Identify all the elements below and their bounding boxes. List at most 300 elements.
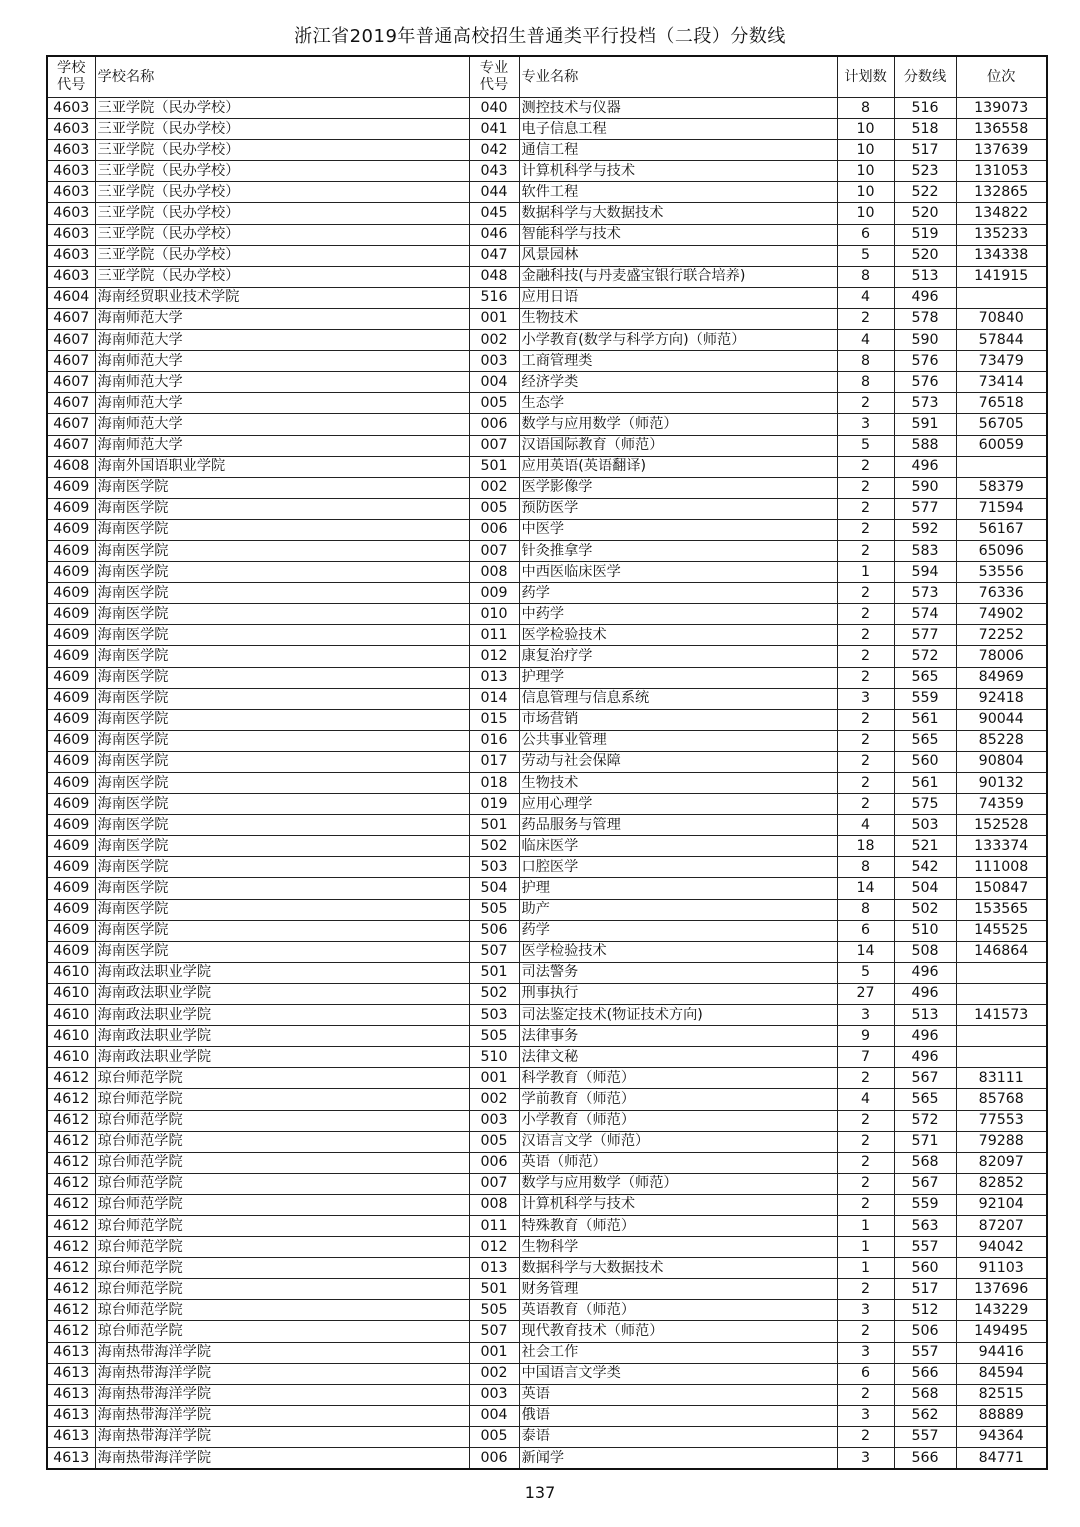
cell-score-line: 575: [894, 794, 956, 815]
cell-rank: 73414: [956, 372, 1047, 393]
cell-rank: 53556: [956, 562, 1047, 583]
cell-school-name: 海南医学院: [95, 941, 469, 962]
cell-major-code: 501: [469, 1279, 519, 1300]
cell-major-name: 汉语言文学（师范）: [519, 1131, 837, 1152]
cell-score-line: 572: [894, 646, 956, 667]
cell-major-name: 护理学: [519, 667, 837, 688]
cell-major-code: 006: [469, 414, 519, 435]
cell-major-name: 中国语言文学类: [519, 1363, 837, 1384]
header-major-code: 专业 代号: [469, 56, 519, 98]
cell-school-name: 海南师范大学: [95, 435, 469, 456]
cell-plan-count: 5: [837, 962, 894, 983]
cell-major-name: 通信工程: [519, 140, 837, 161]
cell-score-line: 557: [894, 1237, 956, 1258]
cell-major-name: 小学教育(数学与科学方向)（师范）: [519, 330, 837, 351]
cell-school-code: 4603: [47, 119, 95, 140]
cell-rank: 65096: [956, 540, 1047, 561]
cell-school-code: 4609: [47, 899, 95, 920]
cell-school-name: 海南医学院: [95, 773, 469, 794]
cell-school-name: 海南医学院: [95, 878, 469, 899]
cell-major-name: 数据科学与大数据技术: [519, 203, 837, 224]
cell-school-name: 琼台师范学院: [95, 1279, 469, 1300]
table-row: [47, 266, 1047, 287]
cell-major-name: 经济学类: [519, 372, 837, 393]
cell-school-name: 三亚学院（民办学校）: [95, 245, 469, 266]
cell-plan-count: 2: [837, 498, 894, 519]
cell-major-name: 中西医临床医学: [519, 562, 837, 583]
cell-plan-count: 10: [837, 119, 894, 140]
cell-rank: 146864: [956, 941, 1047, 962]
table-body: [47, 98, 1047, 1470]
cell-school-name: 海南医学院: [95, 815, 469, 836]
cell-school-code: 4612: [47, 1237, 95, 1258]
table-row: [47, 1173, 1047, 1194]
cell-plan-count: 3: [837, 1300, 894, 1321]
cell-rank: 94364: [956, 1426, 1047, 1447]
cell-major-name: 刑事执行: [519, 983, 837, 1004]
cell-rank: 134822: [956, 203, 1047, 224]
cell-rank: 145525: [956, 920, 1047, 941]
cell-major-name: 英语: [519, 1384, 837, 1405]
cell-score-line: 566: [894, 1363, 956, 1384]
cell-school-code: 4612: [47, 1131, 95, 1152]
cell-rank: [956, 1026, 1047, 1047]
table-row: [47, 625, 1047, 646]
cell-score-line: 504: [894, 878, 956, 899]
cell-school-code: 4610: [47, 1047, 95, 1068]
table-row: [47, 878, 1047, 899]
cell-rank: 74902: [956, 604, 1047, 625]
cell-major-code: 004: [469, 372, 519, 393]
cell-score-line: 502: [894, 899, 956, 920]
cell-score-line: 567: [894, 1068, 956, 1089]
cell-score-line: 590: [894, 330, 956, 351]
cell-major-code: 001: [469, 308, 519, 329]
cell-plan-count: 8: [837, 372, 894, 393]
cell-school-code: 4612: [47, 1321, 95, 1342]
table-row: [47, 1342, 1047, 1363]
cell-rank: 82097: [956, 1152, 1047, 1173]
page-title: 浙江省2019年普通高校招生普通类平行投档（二段）分数线: [294, 26, 786, 47]
table-row: [47, 414, 1047, 435]
cell-rank: 77553: [956, 1110, 1047, 1131]
cell-score-line: 568: [894, 1384, 956, 1405]
table-row: [47, 519, 1047, 540]
cell-score-line: 577: [894, 498, 956, 519]
table-row: [47, 983, 1047, 1004]
cell-school-name: 海南医学院: [95, 583, 469, 604]
cell-plan-count: 4: [837, 287, 894, 308]
cell-major-name: 电子信息工程: [519, 119, 837, 140]
cell-plan-count: 8: [837, 899, 894, 920]
cell-score-line: 566: [894, 1448, 956, 1470]
cell-plan-count: 27: [837, 983, 894, 1004]
cell-school-code: 4609: [47, 562, 95, 583]
cell-major-code: 006: [469, 1448, 519, 1470]
cell-plan-count: 2: [837, 625, 894, 646]
table-row: [47, 498, 1047, 519]
cell-school-name: 海南政法职业学院: [95, 983, 469, 1004]
table-row: [47, 182, 1047, 203]
cell-score-line: 496: [894, 456, 956, 477]
cell-rank: 78006: [956, 646, 1047, 667]
cell-school-name: 海南热带海洋学院: [95, 1384, 469, 1405]
cell-score-line: 513: [894, 1005, 956, 1026]
cell-school-code: 4609: [47, 794, 95, 815]
table-row: [47, 857, 1047, 878]
table-row: [47, 920, 1047, 941]
cell-major-name: 口腔医学: [519, 857, 837, 878]
cell-score-line: 568: [894, 1152, 956, 1173]
cell-major-code: 041: [469, 119, 519, 140]
cell-major-name: 小学教育（师范）: [519, 1110, 837, 1131]
cell-rank: 152528: [956, 815, 1047, 836]
cell-plan-count: 2: [837, 773, 894, 794]
cell-school-name: 海南政法职业学院: [95, 1026, 469, 1047]
table-row: [47, 435, 1047, 456]
cell-major-code: 011: [469, 625, 519, 646]
cell-school-code: 4604: [47, 287, 95, 308]
cell-major-code: 501: [469, 962, 519, 983]
cell-school-code: 4603: [47, 203, 95, 224]
table-row: [47, 330, 1047, 351]
table-row: [47, 98, 1047, 119]
cell-rank: 85228: [956, 730, 1047, 751]
cell-plan-count: 4: [837, 815, 894, 836]
cell-plan-count: 2: [837, 393, 894, 414]
cell-major-name: 公共事业管理: [519, 730, 837, 751]
table-row: [47, 372, 1047, 393]
cell-plan-count: 2: [837, 1173, 894, 1194]
cell-school-code: 4610: [47, 983, 95, 1004]
cell-school-name: 海南医学院: [95, 498, 469, 519]
cell-score-line: 517: [894, 140, 956, 161]
cell-school-name: 海南医学院: [95, 540, 469, 561]
cell-major-name: 中医学: [519, 519, 837, 540]
cell-score-line: 577: [894, 625, 956, 646]
cell-score-line: 590: [894, 477, 956, 498]
cell-major-code: 012: [469, 646, 519, 667]
cell-school-name: 海南医学院: [95, 730, 469, 751]
cell-rank: 71594: [956, 498, 1047, 519]
cell-rank: 111008: [956, 857, 1047, 878]
cell-school-code: 4607: [47, 414, 95, 435]
cell-school-name: 海南医学院: [95, 646, 469, 667]
cell-plan-count: 1: [837, 1215, 894, 1236]
cell-school-name: 海南医学院: [95, 667, 469, 688]
cell-rank: [956, 1047, 1047, 1068]
cell-rank: 88889: [956, 1405, 1047, 1426]
cell-major-name: 学前教育（师范）: [519, 1089, 837, 1110]
cell-school-code: 4612: [47, 1089, 95, 1110]
cell-plan-count: 2: [837, 519, 894, 540]
cell-plan-count: 2: [837, 1426, 894, 1447]
cell-rank: 72252: [956, 625, 1047, 646]
cell-major-code: 042: [469, 140, 519, 161]
cell-major-name: 新闻学: [519, 1448, 837, 1470]
cell-rank: 134338: [956, 245, 1047, 266]
cell-major-code: 045: [469, 203, 519, 224]
cell-school-code: 4612: [47, 1258, 95, 1279]
cell-major-code: 501: [469, 815, 519, 836]
table-row: [47, 583, 1047, 604]
cell-score-line: 503: [894, 815, 956, 836]
table-row: [47, 751, 1047, 772]
table-row: [47, 1131, 1047, 1152]
cell-score-line: 561: [894, 709, 956, 730]
cell-rank: 149495: [956, 1321, 1047, 1342]
cell-rank: 136558: [956, 119, 1047, 140]
cell-school-name: 琼台师范学院: [95, 1131, 469, 1152]
cell-major-code: 501: [469, 456, 519, 477]
table-row: [47, 224, 1047, 245]
cell-school-code: 4609: [47, 941, 95, 962]
cell-major-name: 市场营销: [519, 709, 837, 730]
table-row: [47, 730, 1047, 751]
cell-plan-count: 10: [837, 203, 894, 224]
cell-rank: 132865: [956, 182, 1047, 203]
cell-major-name: 临床医学: [519, 836, 837, 857]
cell-plan-count: 2: [837, 1152, 894, 1173]
cell-school-name: 三亚学院（民办学校）: [95, 161, 469, 182]
table-row: [47, 1194, 1047, 1215]
cell-school-code: 4603: [47, 161, 95, 182]
cell-major-name: 测控技术与仪器: [519, 98, 837, 119]
cell-plan-count: 2: [837, 308, 894, 329]
cell-rank: 139073: [956, 98, 1047, 119]
table-row: [47, 540, 1047, 561]
cell-score-line: 557: [894, 1342, 956, 1363]
cell-major-name: 医学影像学: [519, 477, 837, 498]
table-row: [47, 119, 1047, 140]
cell-major-name: 工商管理类: [519, 351, 837, 372]
cell-rank: 82852: [956, 1173, 1047, 1194]
cell-school-name: 海南热带海洋学院: [95, 1448, 469, 1470]
cell-plan-count: 2: [837, 456, 894, 477]
cell-major-name: 药学: [519, 920, 837, 941]
cell-school-code: 4603: [47, 182, 95, 203]
cell-school-code: 4609: [47, 688, 95, 709]
cell-rank: 133374: [956, 836, 1047, 857]
cell-school-name: 琼台师范学院: [95, 1152, 469, 1173]
cell-school-name: 三亚学院（民办学校）: [95, 203, 469, 224]
cell-major-code: 005: [469, 498, 519, 519]
cell-major-name: 金融科技(与丹麦盛宝银行联合培养): [519, 266, 837, 287]
cell-major-code: 007: [469, 1173, 519, 1194]
header-major-name: 专业名称: [519, 56, 837, 98]
table-row: [47, 351, 1047, 372]
cell-school-name: 三亚学院（民办学校）: [95, 98, 469, 119]
cell-major-code: 516: [469, 287, 519, 308]
cell-major-code: 043: [469, 161, 519, 182]
cell-plan-count: 3: [837, 1342, 894, 1363]
cell-plan-count: 1: [837, 1237, 894, 1258]
cell-major-code: 003: [469, 1110, 519, 1131]
cell-score-line: 565: [894, 730, 956, 751]
cell-school-code: 4607: [47, 435, 95, 456]
cell-major-code: 005: [469, 1131, 519, 1152]
cell-school-name: 琼台师范学院: [95, 1215, 469, 1236]
cell-plan-count: 2: [837, 1131, 894, 1152]
cell-school-name: 海南医学院: [95, 477, 469, 498]
cell-major-name: 应用日语: [519, 287, 837, 308]
cell-score-line: 559: [894, 1194, 956, 1215]
cell-major-name: 泰语: [519, 1426, 837, 1447]
cell-major-name: 现代教育技术（师范）: [519, 1321, 837, 1342]
cell-rank: 70840: [956, 308, 1047, 329]
cell-plan-count: 2: [837, 794, 894, 815]
cell-plan-count: 5: [837, 245, 894, 266]
cell-major-name: 财务管理: [519, 1279, 837, 1300]
cell-plan-count: 14: [837, 941, 894, 962]
cell-score-line: 560: [894, 1258, 956, 1279]
table-row: [47, 140, 1047, 161]
cell-major-name: 数学与应用数学（师范）: [519, 414, 837, 435]
cell-school-code: 4607: [47, 372, 95, 393]
cell-score-line: 567: [894, 1173, 956, 1194]
cell-school-code: 4607: [47, 330, 95, 351]
cell-school-name: 三亚学院（民办学校）: [95, 266, 469, 287]
cell-major-code: 004: [469, 1405, 519, 1426]
cell-major-code: 507: [469, 1321, 519, 1342]
cell-school-code: 4609: [47, 519, 95, 540]
cell-score-line: 576: [894, 351, 956, 372]
cell-plan-count: 6: [837, 224, 894, 245]
cell-school-code: 4609: [47, 477, 95, 498]
cell-rank: 56705: [956, 414, 1047, 435]
cell-plan-count: 2: [837, 1110, 894, 1131]
cell-rank: 153565: [956, 899, 1047, 920]
cell-major-code: 009: [469, 583, 519, 604]
cell-rank: 85768: [956, 1089, 1047, 1110]
cell-school-code: 4609: [47, 878, 95, 899]
cell-major-code: 006: [469, 519, 519, 540]
cell-rank: 79288: [956, 1131, 1047, 1152]
cell-rank: 90132: [956, 773, 1047, 794]
cell-major-code: 006: [469, 1152, 519, 1173]
cell-rank: 76518: [956, 393, 1047, 414]
cell-school-code: 4607: [47, 393, 95, 414]
cell-score-line: 521: [894, 836, 956, 857]
cell-plan-count: 8: [837, 857, 894, 878]
cell-school-name: 海南热带海洋学院: [95, 1405, 469, 1426]
cell-rank: 84771: [956, 1448, 1047, 1470]
cell-school-name: 三亚学院（民办学校）: [95, 182, 469, 203]
cell-major-name: 生物技术: [519, 308, 837, 329]
cell-plan-count: 8: [837, 266, 894, 287]
cell-major-code: 040: [469, 98, 519, 119]
cell-major-code: 510: [469, 1047, 519, 1068]
table-row: [47, 667, 1047, 688]
cell-major-name: 中药学: [519, 604, 837, 625]
cell-school-name: 海南医学院: [95, 604, 469, 625]
cell-score-line: 513: [894, 266, 956, 287]
cell-school-name: 海南医学院: [95, 625, 469, 646]
cell-score-line: 573: [894, 583, 956, 604]
cell-school-code: 4610: [47, 1005, 95, 1026]
cell-school-code: 4609: [47, 773, 95, 794]
cell-rank: 84594: [956, 1363, 1047, 1384]
cell-school-name: 三亚学院（民办学校）: [95, 224, 469, 245]
table-row: [47, 245, 1047, 266]
cell-major-code: 506: [469, 920, 519, 941]
cell-plan-count: 2: [837, 751, 894, 772]
cell-school-name: 海南医学院: [95, 794, 469, 815]
cell-plan-count: 2: [837, 1068, 894, 1089]
cell-major-name: 汉语国际教育（师范）: [519, 435, 837, 456]
cell-major-code: 001: [469, 1342, 519, 1363]
cell-rank: 58379: [956, 477, 1047, 498]
table-row: [47, 815, 1047, 836]
cell-plan-count: 1: [837, 1258, 894, 1279]
cell-major-code: 046: [469, 224, 519, 245]
header-plan: 计划数: [837, 56, 894, 98]
cell-plan-count: 6: [837, 1363, 894, 1384]
cell-major-code: 002: [469, 1363, 519, 1384]
cell-major-code: 017: [469, 751, 519, 772]
cell-rank: 56167: [956, 519, 1047, 540]
cell-rank: [956, 287, 1047, 308]
table-row: [47, 562, 1047, 583]
cell-school-code: 4612: [47, 1194, 95, 1215]
table-row: [47, 1215, 1047, 1236]
cell-plan-count: 10: [837, 182, 894, 203]
cell-major-name: 药学: [519, 583, 837, 604]
table-row: [47, 287, 1047, 308]
cell-plan-count: 4: [837, 1089, 894, 1110]
table-row: [47, 1110, 1047, 1131]
cell-school-code: 4613: [47, 1448, 95, 1470]
cell-score-line: 583: [894, 540, 956, 561]
cell-score-line: 519: [894, 224, 956, 245]
cell-major-code: 003: [469, 351, 519, 372]
admission-score-table: [46, 55, 1048, 1470]
cell-major-code: 048: [469, 266, 519, 287]
cell-plan-count: 3: [837, 414, 894, 435]
cell-score-line: 518: [894, 119, 956, 140]
cell-major-name: 护理: [519, 878, 837, 899]
cell-major-name: 法律事务: [519, 1026, 837, 1047]
table-row: [47, 941, 1047, 962]
cell-school-code: 4609: [47, 498, 95, 519]
cell-plan-count: 4: [837, 330, 894, 351]
cell-school-name: 三亚学院（民办学校）: [95, 140, 469, 161]
cell-school-code: 4609: [47, 730, 95, 751]
table-row: [47, 161, 1047, 182]
cell-major-code: 008: [469, 1194, 519, 1215]
cell-major-name: 应用英语(英语翻译): [519, 456, 837, 477]
cell-school-name: 海南医学院: [95, 751, 469, 772]
cell-major-name: 生物技术: [519, 773, 837, 794]
cell-score-line: 562: [894, 1405, 956, 1426]
table-row: [47, 1405, 1047, 1426]
cell-score-line: 557: [894, 1426, 956, 1447]
cell-school-code: 4613: [47, 1363, 95, 1384]
table-row: [47, 1384, 1047, 1405]
cell-plan-count: 3: [837, 1005, 894, 1026]
cell-major-name: 助产: [519, 899, 837, 920]
cell-major-name: 法律文秘: [519, 1047, 837, 1068]
cell-major-code: 505: [469, 1300, 519, 1321]
cell-score-line: 496: [894, 983, 956, 1004]
header-school-name: 学校名称: [95, 56, 469, 98]
cell-major-name: 社会工作: [519, 1342, 837, 1363]
cell-score-line: 517: [894, 1279, 956, 1300]
cell-score-line: 578: [894, 308, 956, 329]
cell-rank: 84969: [956, 667, 1047, 688]
cell-rank: 90804: [956, 751, 1047, 772]
cell-score-line: 572: [894, 1110, 956, 1131]
